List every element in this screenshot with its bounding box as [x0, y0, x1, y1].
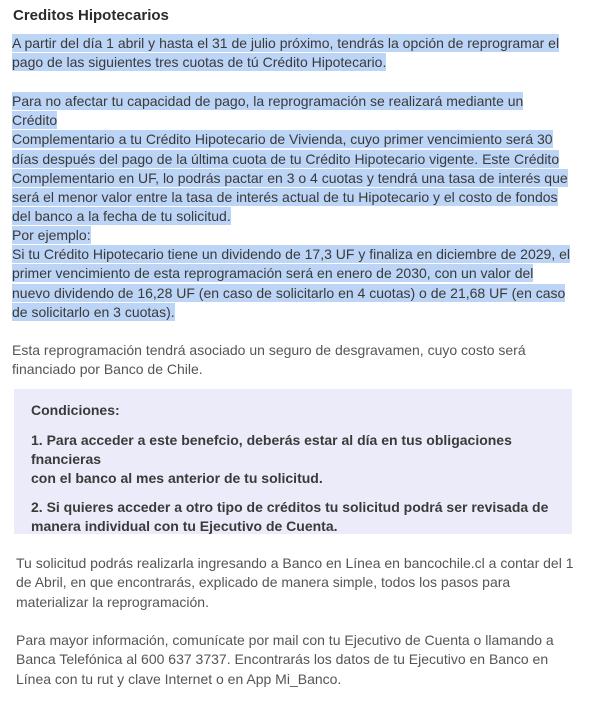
condition-line: con el banco al mes anterior de tu solicitud.: [31, 470, 323, 486]
intro-line: pago de las siguientes tres cuotas de tú Crédito Hipotecario.: [12, 54, 387, 71]
insurance-line: Esta reprogramación tendrá asociado un seguro de desgravamen, cuyo costo será: [12, 342, 526, 358]
insurance-paragraph: [12, 341, 572, 379]
contact-line: Para mayor información, comunícate por mail con tu Ejecutivo de Cuenta o llamando a: [16, 632, 554, 648]
detail-line: será el menor valor entre la tasa de interés actual de tu Hipotecario y el costo de fondos: [12, 189, 558, 206]
condition-line: 1. Para acceder a este benefcio, deberás estar al día en tus obligaciones fnancieras: [31, 432, 512, 467]
request-line: materializar la reprogramación.: [16, 593, 209, 610]
example-paragraph: [12, 226, 572, 322]
contact-line: Banca Telefónica al 600 637 3737. Encontrarás los datos de tu Ejecutivo en Banco en: [16, 651, 549, 668]
conditions-heading: Condiciones:: [31, 402, 120, 418]
conditions-box: [14, 389, 572, 534]
example-line: Si tu Crédito Hipotecario tiene un dividendo de 17,3 UF y finaliza en diciembre de 2029, el: [12, 246, 570, 263]
insurance-line: financiado por Banco de Chile.: [12, 361, 203, 378]
example-line: Por ejemplo:: [12, 227, 91, 243]
intro-paragraph: [12, 34, 572, 72]
condition-line: manera individual con tu Ejecutivo de Cuenta.: [31, 518, 338, 534]
condition-item-2: [31, 498, 556, 536]
contact-line: Línea con tu rut y clave Internet o en App Mi_Banco.: [16, 670, 342, 687]
request-line: de Abril, en que encontrarás, explicado de manera simple, todos los pasos para: [16, 574, 511, 591]
request-line: Tu solicitud podrás realizarla ingresando a Banco en Línea en bancochile.cl a contar del 1: [16, 555, 574, 571]
example-line: de solicitarlo en 3 cuotas).: [12, 303, 175, 320]
detail-line: Complementario en UF, lo podrás pactar en 3 o 4 cuotas y tendrá una tasa de interés que: [12, 169, 568, 186]
page-title: Creditos Hipotecarios: [13, 7, 169, 24]
condition-item-1: [31, 431, 556, 488]
detail-line: días después del pago de la última cuota de tu Crédito Hipotecario vigente. Este Crédito: [12, 150, 560, 167]
detail-line: Para no afectar tu capacidad de pago, la reprogramación se realizará mediante un Crédito: [12, 93, 524, 129]
contact-paragraph: [16, 631, 576, 689]
intro-line: A partir del día 1 abril y hasta el 31 de julio próximo, tendrás la opción de reprogramar el: [12, 35, 560, 51]
detail-line: Complementario a tu Crédito Hipotecario de Vivienda, cuyo primer vencimiento será 30: [12, 131, 553, 148]
detail-paragraph: [12, 92, 572, 226]
example-line: nuevo dividendo de 16,28 UF (en caso de solicitarlo en 4 cuotas) o de 21,68 UF (en caso: [12, 284, 566, 301]
example-line: primer vencimiento de esta reprogramación será en enero de 2030, con un valor del: [12, 265, 534, 282]
condition-line: 2. Si quieres acceder a otro tipo de créditos tu solicitud podrá ser revisada de: [31, 499, 549, 515]
request-paragraph: [16, 554, 576, 612]
detail-line: del banco a la fecha de tu solicitud.: [12, 208, 231, 225]
